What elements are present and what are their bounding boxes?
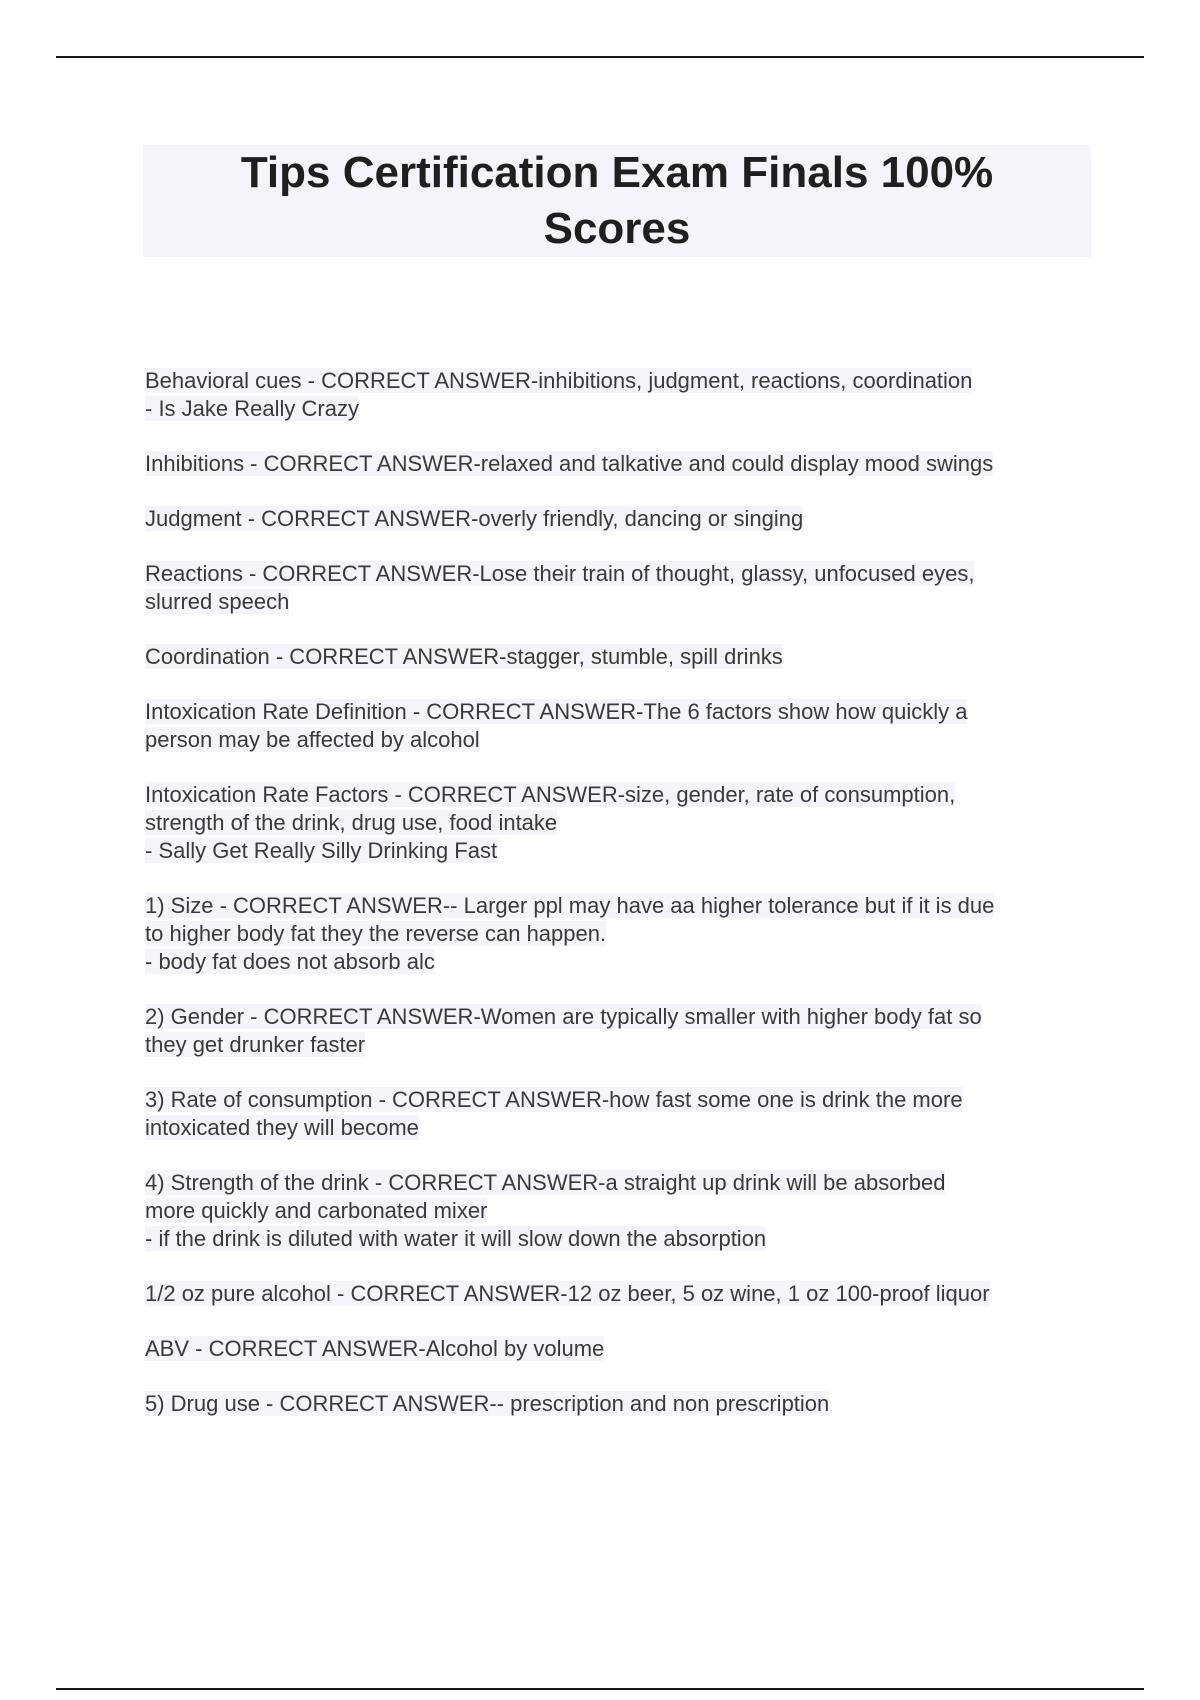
- qa-entry-line: they get drunker faster: [145, 1032, 366, 1057]
- qa-entry-line: Intoxication Rate Definition - CORRECT ANSWER-The 6 factors show how quickly a: [145, 699, 968, 724]
- qa-entry-line: - Sally Get Really Silly Drinking Fast: [145, 838, 498, 863]
- qa-entry-line: ABV - CORRECT ANSWER-Alcohol by volume: [145, 1336, 605, 1361]
- qa-entry-line: 4) Strength of the drink - CORRECT ANSWER-a straight up drink will be absorbed: [145, 1170, 946, 1195]
- question-answer-list: [145, 367, 1095, 1445]
- title-line-1: Tips Certification Exam Finals 100%: [240, 148, 994, 197]
- qa-entry-line: Reactions - CORRECT ANSWER-Lose their train of thought, glassy, unfocused eyes,: [145, 561, 975, 586]
- qa-entry: [145, 1086, 1095, 1142]
- qa-entry-line: Judgment - CORRECT ANSWER-overly friendly, dancing or singing: [145, 506, 804, 531]
- qa-entry-line: slurred speech: [145, 589, 290, 614]
- bottom-rule: [56, 1688, 1144, 1690]
- qa-entry-line: intoxicated they will become: [145, 1115, 419, 1140]
- qa-entry: [145, 1169, 1095, 1253]
- qa-entry: [145, 367, 1095, 423]
- qa-entry-line: more quickly and carbonated mixer: [145, 1198, 488, 1223]
- qa-entry-line: 2) Gender - CORRECT ANSWER-Women are typically smaller with higher body fat so: [145, 1004, 982, 1029]
- title-banner: [143, 145, 1091, 257]
- qa-entry: [145, 505, 1095, 533]
- qa-entry-line: Inhibitions - CORRECT ANSWER-relaxed and talkative and could display mood swings: [145, 451, 994, 476]
- qa-entry-line: - Is Jake Really Crazy: [145, 396, 359, 421]
- qa-entry: [145, 892, 1095, 976]
- qa-entry: [145, 1390, 1095, 1418]
- qa-entry-line: to higher body fat they the reverse can happen.: [145, 921, 607, 946]
- qa-entry-line: 1) Size - CORRECT ANSWER-- Larger ppl may have aa higher tolerance but if it is due: [145, 893, 995, 918]
- qa-entry-line: Intoxication Rate Factors - CORRECT ANSWER-size, gender, rate of consumption,: [145, 782, 956, 807]
- qa-entry-line: - if the drink is diluted with water it will slow down the absorption: [145, 1226, 767, 1251]
- qa-entry-line: 5) Drug use - CORRECT ANSWER-- prescription and non prescription: [145, 1391, 830, 1416]
- qa-entry-line: Coordination - CORRECT ANSWER-stagger, stumble, spill drinks: [145, 644, 783, 669]
- qa-entry: [145, 1280, 1095, 1308]
- qa-entry-line: 1/2 oz pure alcohol - CORRECT ANSWER-12 oz beer, 5 oz wine, 1 oz 100-proof liquor: [145, 1281, 990, 1306]
- qa-entry: [145, 560, 1095, 616]
- qa-entry: [145, 781, 1095, 865]
- qa-entry-line: person may be affected by alcohol: [145, 727, 480, 752]
- qa-entry: [145, 698, 1095, 754]
- qa-entry-line: Behavioral cues - CORRECT ANSWER-inhibitions, judgment, reactions, coordination: [145, 368, 973, 393]
- title-line-2: Scores: [543, 204, 691, 253]
- qa-entry: [145, 643, 1095, 671]
- qa-entry: [145, 1003, 1095, 1059]
- top-rule: [56, 56, 1144, 58]
- qa-entry-line: 3) Rate of consumption - CORRECT ANSWER-how fast some one is drink the more: [145, 1087, 963, 1112]
- qa-entry-line: strength of the drink, drug use, food intake: [145, 810, 558, 835]
- qa-entry: [145, 450, 1095, 478]
- qa-entry: [145, 1335, 1095, 1363]
- qa-entry-line: - body fat does not absorb alc: [145, 949, 435, 974]
- page-title: [187, 145, 1047, 257]
